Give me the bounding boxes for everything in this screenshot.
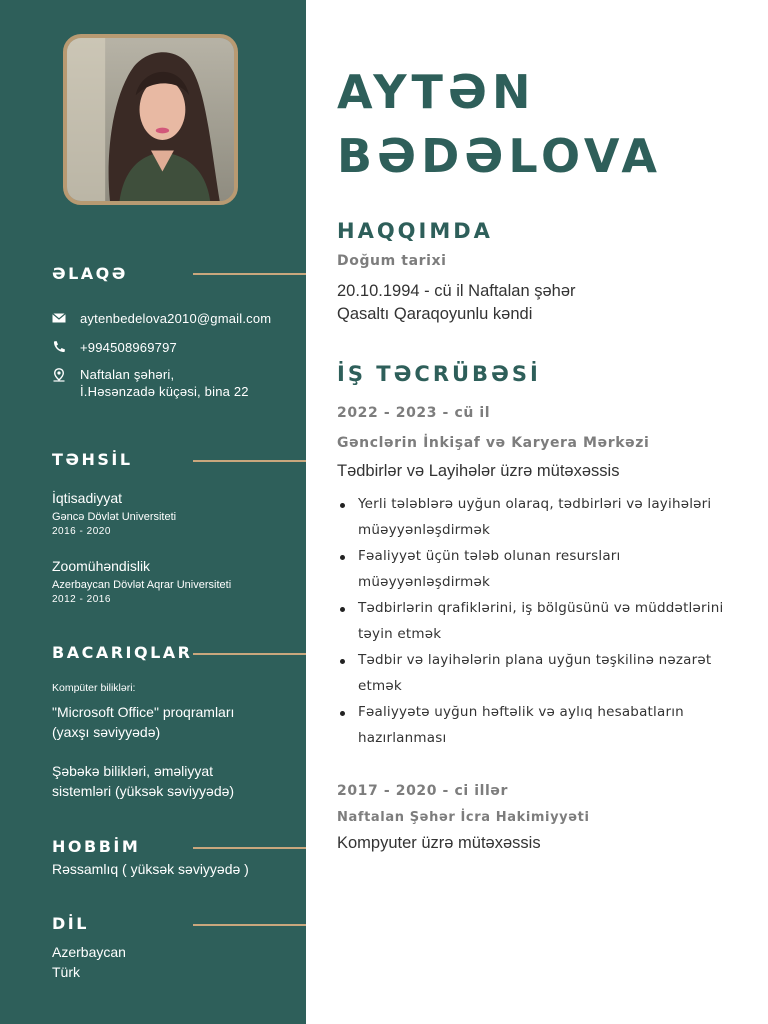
language-item: Türk	[52, 964, 80, 980]
last-name: BƏDƏLOVA	[337, 129, 662, 183]
education-degree: Zoomühəndislik	[52, 558, 151, 574]
job-organization: Naftalan Şəhər İcra Hakimiyyəti	[337, 810, 590, 825]
duty-line: təyin etmək	[358, 626, 442, 642]
duty-line: Tədbirlərin qrafiklərini, iş bölgüsünü və müddətlərini	[358, 600, 724, 616]
list-item	[337, 543, 732, 595]
skills-divider	[193, 653, 306, 655]
education-years: 2012 - 2016	[52, 594, 111, 605]
education-university: Gəncə Dövlət Universiteti	[52, 511, 177, 523]
list-item	[337, 491, 732, 543]
contact-divider	[193, 273, 306, 275]
birth-line: 20.10.1994 - cü il Naftalan şəhər	[337, 282, 576, 300]
duty-line: müəyyənləşdirmək	[358, 522, 491, 538]
hobby-text: Rəssamlıq ( yüksək səviyyədə )	[52, 861, 249, 877]
duty-line: hazırlanması	[358, 730, 447, 746]
education-degree: İqtisadiyyat	[52, 490, 123, 506]
list-item	[337, 699, 732, 751]
duty-line: Fəaliyyətə uyğun həftəlik və aylıq hesabatların	[358, 704, 684, 720]
education-university: Azerbaycan Dövlət Aqrar Universiteti	[52, 579, 232, 591]
contact-email[interactable]	[52, 310, 271, 327]
address-line-2: İ.Həsənzadə küçəsi, bina 22	[80, 384, 249, 399]
phone-icon	[52, 340, 66, 354]
contact-heading: ƏLAQƏ	[52, 264, 128, 283]
education-divider	[193, 460, 306, 462]
job-organization: Gənclərin İnkişaf və Karyera Mərkəzi	[337, 435, 650, 451]
email-text: aytenbedelova2010@gmail.com	[80, 311, 272, 326]
list-item	[337, 647, 732, 699]
birth-details	[337, 280, 737, 326]
skills-heading: BACARIQLAR	[52, 643, 193, 662]
hobby-divider	[193, 847, 306, 849]
envelope-icon	[52, 311, 66, 325]
sidebar	[0, 0, 306, 1024]
first-name: AYTƏN	[337, 65, 536, 119]
birth-label: Doğum tarixi	[337, 253, 447, 269]
language-list	[52, 942, 292, 982]
job-position: Tədbirlər və Layihələr üzrə mütəxəssis	[337, 462, 620, 480]
language-divider	[193, 924, 306, 926]
profile-photo	[63, 34, 238, 205]
contact-phone[interactable]	[52, 339, 177, 356]
skill-item-1	[52, 702, 292, 742]
contact-address	[52, 366, 249, 400]
duty-line: etmək	[358, 678, 402, 694]
education-heading: TƏHSİL	[52, 450, 133, 469]
hobby-heading: HOBBİM	[52, 837, 141, 856]
skill-line: Şəbəkə bilikləri, əməliyyat	[52, 763, 214, 779]
job-duties-list	[337, 491, 732, 751]
full-name	[337, 64, 662, 184]
address-line-1: Naftalan şəhəri,	[80, 367, 175, 382]
location-pin-icon	[52, 368, 66, 382]
skill-line: sistemləri (yüksək səviyyədə)	[52, 783, 235, 799]
skill-line: (yaxşı səviyyədə)	[52, 724, 161, 740]
list-item	[337, 595, 732, 647]
skills-subheading: Kompüter bilikləri:	[52, 682, 136, 694]
education-years: 2016 - 2020	[52, 526, 111, 537]
language-heading: DİL	[52, 914, 89, 933]
language-item: Azerbaycan	[52, 944, 126, 960]
job-period: 2022 - 2023 - cü il	[337, 405, 491, 421]
duty-line: Tədbir və layihələrin plana uyğun təşkilinə nəzarət	[358, 652, 712, 668]
address-text	[80, 366, 249, 400]
job-period: 2017 - 2020 - ci illər	[337, 783, 509, 799]
job-position: Kompyuter üzrə mütəxəssis	[337, 834, 541, 852]
birth-line: Qasaltı Qaraqoyunlu kəndi	[337, 305, 533, 323]
profile-photo-image	[67, 38, 234, 201]
skill-item-2	[52, 761, 292, 801]
education-item-2	[52, 557, 231, 607]
duty-line: Fəaliyyət üçün tələb olunan resursları	[358, 548, 621, 564]
about-heading: HAQQIMDA	[337, 219, 493, 243]
skill-line: "Microsoft Office" proqramları	[52, 704, 235, 720]
duty-line: Yerli tələblərə uyğun olaraq, tədbirləri və layihələri	[358, 496, 712, 512]
phone-text: +994508969797	[80, 340, 177, 355]
experience-heading: İŞ TƏCRÜBƏSİ	[337, 362, 541, 386]
education-item-1	[52, 489, 176, 539]
duty-line: müəyyənləşdirmək	[358, 574, 491, 590]
